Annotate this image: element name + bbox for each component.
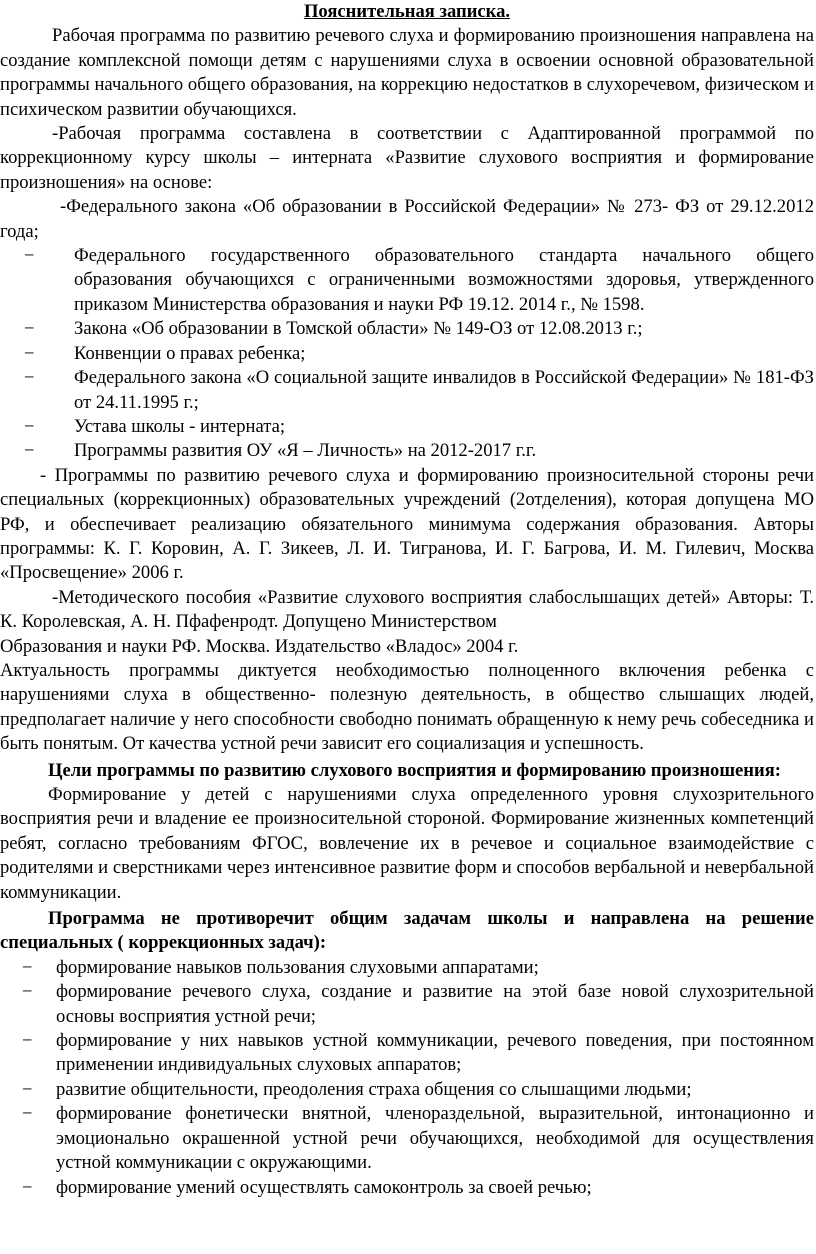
list-item <box>0 415 814 439</box>
dash-bullet: − <box>24 245 35 267</box>
dash-bullet: − <box>22 956 33 978</box>
list-item <box>0 956 814 980</box>
list-item <box>0 1029 814 1078</box>
dash-bullet: − <box>22 1030 33 1052</box>
list-item <box>0 1176 814 1200</box>
list-item <box>0 342 814 366</box>
dash-bullet: − <box>24 415 35 437</box>
basis-list <box>0 244 814 464</box>
list-item-text: формирование фонетически внятной, членораздельной, выразительной, интонационно и эмоционально окрашенной устной речи обучающихся, необходимой для осуществления устной коммуникации с окружающими. <box>56 1103 814 1174</box>
dash-bullet: − <box>24 318 35 340</box>
list-item <box>0 980 814 1029</box>
page-title: Пояснительная записка. <box>303 1 511 22</box>
paragraph-basis: -Рабочая программа составлена в соответствии с Адаптированной программой по коррекционному курсу школы – интерната «Развитие слухового восприятия и формирование произношения» на основе: <box>0 123 814 193</box>
paragraph-goals: Формирование у детей с нарушениями слуха определенного уровня слухозрительного восприятия речи и владение ее произносительной стороной. Формирование жизненных компетенций ребят, согласно требованиям ФГОС, вовлечение их в речевое и социальное взаимодействие с родителями и сверстниками через интенсивное развитие форм и способов вербальной и невербальной коммуникации. <box>0 784 814 903</box>
dash-bullet: − <box>22 1176 33 1198</box>
list-item-text: формирование навыков пользования слуховыми аппаратами; <box>56 956 539 978</box>
list-item-text: формирование умений осуществлять самоконтроль за своей речью; <box>56 1176 592 1198</box>
paragraph-intro: Рабочая программа по развитию речевого слуха и формированию произношения направлена на создание комплексной помощи детям с нарушениями слуха в освоении основной образовательной программы начального общего образования, на коррекцию недостатков в слухоречевом, физическом и психическом развитии обучающихся. <box>0 25 814 120</box>
paragraph-federal-law: -Федерального закона «Об образовании в Российской Федерации» № 273- ФЗ от 29.12.2012 года; <box>0 196 814 242</box>
paragraph-method-guide: -Методического пособия «Развитие слухового восприятия слабослышащих детей» Авторы: Т. К. Королевская, А. Н. Пфафенродт. Допущено Министерством <box>0 586 814 633</box>
dash-bullet: − <box>24 440 35 462</box>
list-item-text: Закона «Об образовании в Томской области» № 149-ОЗ от 12.08.2013 г.; <box>74 318 643 340</box>
tasks-list <box>0 956 814 1200</box>
list-item <box>0 366 814 415</box>
dash-bullet: − <box>24 342 35 364</box>
paragraph-relevance: Актуальность программы диктуется необходимостью полноценного включения ребенка с нарушениями слуха в общественно- полезную деятельность, в общество слышащих людей, предполагает наличие у него способности свободно понимать обращенную к нему речь собеседника и быть понятым. От качества устной речи зависит его социализация и успешность. <box>0 659 814 755</box>
dash-bullet: − <box>22 1078 33 1100</box>
list-item <box>0 439 814 463</box>
list-item-text: Устава школы - интерната; <box>74 415 286 437</box>
tasks-heading: Программа не противоречит общим задачам школы и направлена на решение специальных ( коррекционных задач): <box>0 908 814 954</box>
list-item <box>0 1102 814 1175</box>
dash-bullet: − <box>24 367 35 389</box>
list-item <box>0 317 814 341</box>
list-item-text: Федерального закона «О социальной защите инвалидов в Российской Федерации» № 181-ФЗ от 24.11.1995 г.; <box>74 367 814 413</box>
list-item-text: Программы развития ОУ «Я – Личность» на 2012-2017 г.г. <box>74 440 537 462</box>
dash-bullet: − <box>22 1103 33 1125</box>
dash-bullet: − <box>22 981 33 1003</box>
list-item <box>0 244 814 317</box>
list-item-text: развитие общительности, преодоления страха общения со слышащими людьми; <box>56 1078 692 1100</box>
paragraph-method-guide-publisher: Образования и науки РФ. Москва. Издательство «Владос» 2004 г. <box>0 635 519 657</box>
list-item-text: Федерального государственного образовательного стандарта начального общего образования обучающихся с ограниченными возможностями здоровья, утвержденного приказом Министерства образования и науки РФ 19.12. 2014 г., № 1598. <box>74 245 814 315</box>
list-item-text: формирование речевого слуха, создание и развитие на этой базе новой слухозрительной основы восприятия устной речи; <box>56 981 814 1027</box>
list-item-text: Конвенции о правах ребенка; <box>74 342 306 364</box>
list-item-text: формирование у них навыков устной коммуникации, речевого поведения, при постоянном применении индивидуальных слуховых аппаратов; <box>56 1030 814 1076</box>
paragraph-program: - Программы по развитию речевого слуха и формированию произносительной стороны речи специальных (коррекционных) образовательных учреждений (2отделения), которая допущена МО РФ, и обеспечивает реализацию обязательного минимума содержания образования. Авторы программы: К. Г. Коровин, А. Г. Зикеев, Л. И. Тигранова, И. Г. Багрова, И. М. Гилевич, Москва «Просвещение» 2006 г. <box>0 464 814 584</box>
goals-heading: Цели программы по развитию слухового восприятия и формированию произношения: <box>48 759 781 781</box>
list-item <box>0 1078 814 1102</box>
